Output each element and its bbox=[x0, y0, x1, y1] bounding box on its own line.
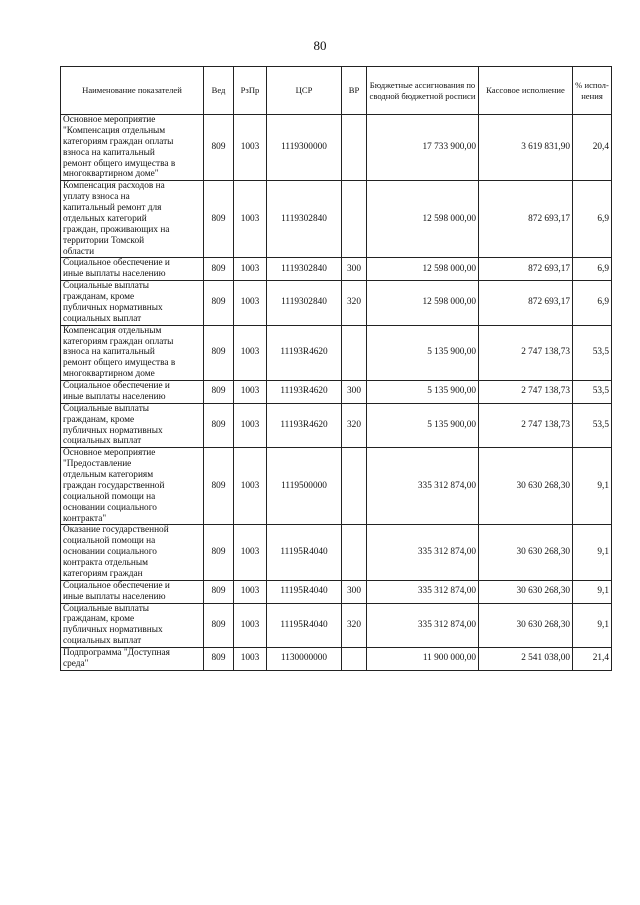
table-row bbox=[61, 603, 612, 648]
percent-cell: 6,9 bbox=[573, 281, 612, 326]
cash-execution-cell: 2 747 138,73 bbox=[479, 403, 573, 448]
header-vr: ВР bbox=[342, 67, 367, 115]
cash-execution-cell: 2 747 138,73 bbox=[479, 381, 573, 404]
table-row bbox=[61, 181, 612, 258]
cash-execution-cell: 3 619 831,90 bbox=[479, 115, 573, 181]
csr-cell: 11195R4040 bbox=[267, 580, 342, 603]
percent-cell: 6,9 bbox=[573, 181, 612, 258]
ved-cell: 809 bbox=[204, 448, 234, 525]
percent-cell: 9,1 bbox=[573, 603, 612, 648]
cash-execution-cell: 30 630 268,30 bbox=[479, 448, 573, 525]
assignments-cell: 12 598 000,00 bbox=[367, 258, 479, 281]
ved-cell: 809 bbox=[204, 115, 234, 181]
rzpr-cell: 1003 bbox=[234, 525, 267, 580]
assignments-cell: 12 598 000,00 bbox=[367, 281, 479, 326]
csr-cell: 1119302840 bbox=[267, 181, 342, 258]
row-name-cell: Основное мероприятие "Компенсация отдельным категориям граждан оплаты взноса на капитальный ремонт общего имущества в многоквартирном доме" bbox=[61, 115, 204, 181]
vr-cell: 320 bbox=[342, 281, 367, 326]
vr-cell: 320 bbox=[342, 403, 367, 448]
vr-cell bbox=[342, 525, 367, 580]
row-name-cell: Компенсация расходов на уплату взноса на капитальный ремонт для отдельных категорий граждан, проживающих на территории Томской области bbox=[61, 181, 204, 258]
ved-cell: 809 bbox=[204, 281, 234, 326]
page-number: 80 bbox=[313, 38, 327, 53]
vr-cell: 300 bbox=[342, 580, 367, 603]
header-cash-execution: Кассовое исполнение bbox=[479, 67, 573, 115]
assignments-cell: 335 312 874,00 bbox=[367, 448, 479, 525]
ved-cell: 809 bbox=[204, 580, 234, 603]
rzpr-cell: 1003 bbox=[234, 258, 267, 281]
vr-cell: 320 bbox=[342, 603, 367, 648]
row-name-cell: Оказание государственной социальной помощи на основании социального контракта отдельным категориям граждан bbox=[61, 525, 204, 580]
rzpr-cell: 1003 bbox=[234, 580, 267, 603]
vr-cell bbox=[342, 181, 367, 258]
rzpr-cell: 1003 bbox=[234, 281, 267, 326]
table-row bbox=[61, 648, 612, 671]
percent-cell: 53,5 bbox=[573, 325, 612, 380]
rzpr-cell: 1003 bbox=[234, 403, 267, 448]
assignments-cell: 335 312 874,00 bbox=[367, 603, 479, 648]
table-row bbox=[61, 115, 612, 181]
csr-cell: 1130000000 bbox=[267, 648, 342, 671]
table-row bbox=[61, 325, 612, 380]
table-row bbox=[61, 403, 612, 448]
rzpr-cell: 1003 bbox=[234, 648, 267, 671]
percent-cell: 53,5 bbox=[573, 381, 612, 404]
rzpr-cell: 1003 bbox=[234, 115, 267, 181]
row-name-cell: Подпрограмма "Доступная среда" bbox=[61, 648, 204, 671]
assignments-cell: 17 733 900,00 bbox=[367, 115, 479, 181]
table-header-row bbox=[61, 67, 612, 115]
assignments-cell: 11 900 000,00 bbox=[367, 648, 479, 671]
table-row bbox=[61, 258, 612, 281]
vr-cell: 300 bbox=[342, 381, 367, 404]
csr-cell: 11193R4620 bbox=[267, 381, 342, 404]
cash-execution-cell: 872 693,17 bbox=[479, 258, 573, 281]
vr-cell: 300 bbox=[342, 258, 367, 281]
rzpr-cell: 1003 bbox=[234, 181, 267, 258]
assignments-cell: 335 312 874,00 bbox=[367, 580, 479, 603]
row-name-cell: Основное мероприятие "Предоставление отдельным категориям граждан государственной социальной помощи на основании социального контракта" bbox=[61, 448, 204, 525]
table-row bbox=[61, 448, 612, 525]
row-name-cell: Социальное обеспечение и иные выплаты населению bbox=[61, 381, 204, 404]
cash-execution-cell: 2 541 038,00 bbox=[479, 648, 573, 671]
csr-cell: 1119300000 bbox=[267, 115, 342, 181]
row-name-cell: Социальные выплаты гражданам, кроме публичных нормативных социальных выплат bbox=[61, 603, 204, 648]
percent-cell: 20,4 bbox=[573, 115, 612, 181]
ved-cell: 809 bbox=[204, 325, 234, 380]
rzpr-cell: 1003 bbox=[234, 448, 267, 525]
cash-execution-cell: 30 630 268,30 bbox=[479, 603, 573, 648]
header-rzpr: РзПр bbox=[234, 67, 267, 115]
cash-execution-cell: 30 630 268,30 bbox=[479, 525, 573, 580]
vr-cell bbox=[342, 648, 367, 671]
ved-cell: 809 bbox=[204, 403, 234, 448]
row-name-cell: Социальное обеспечение и иные выплаты населению bbox=[61, 258, 204, 281]
assignments-cell: 335 312 874,00 bbox=[367, 525, 479, 580]
csr-cell: 1119302840 bbox=[267, 258, 342, 281]
cash-execution-cell: 2 747 138,73 bbox=[479, 325, 573, 380]
vr-cell bbox=[342, 115, 367, 181]
ved-cell: 809 bbox=[204, 181, 234, 258]
row-name-cell: Компенсация отдельным категориям граждан оплаты взноса на капитальный ремонт общего имущества в многоквартирном доме bbox=[61, 325, 204, 380]
csr-cell: 11193R4620 bbox=[267, 325, 342, 380]
ved-cell: 809 bbox=[204, 648, 234, 671]
rzpr-cell: 1003 bbox=[234, 603, 267, 648]
csr-cell: 11195R4040 bbox=[267, 525, 342, 580]
percent-cell: 9,1 bbox=[573, 580, 612, 603]
rzpr-cell: 1003 bbox=[234, 381, 267, 404]
percent-cell: 21,4 bbox=[573, 648, 612, 671]
csr-cell: 11193R4620 bbox=[267, 403, 342, 448]
budget-execution-table bbox=[60, 66, 612, 671]
percent-cell: 6,9 bbox=[573, 258, 612, 281]
row-name-cell: Социальные выплаты гражданам, кроме публичных нормативных социальных выплат bbox=[61, 403, 204, 448]
percent-cell: 53,5 bbox=[573, 403, 612, 448]
header-percent: % испол-нения bbox=[573, 67, 612, 115]
csr-cell: 1119302840 bbox=[267, 281, 342, 326]
ved-cell: 809 bbox=[204, 525, 234, 580]
assignments-cell: 5 135 900,00 bbox=[367, 325, 479, 380]
table-row bbox=[61, 281, 612, 326]
assignments-cell: 12 598 000,00 bbox=[367, 181, 479, 258]
ved-cell: 809 bbox=[204, 381, 234, 404]
percent-cell: 9,1 bbox=[573, 448, 612, 525]
vr-cell bbox=[342, 325, 367, 380]
table-row bbox=[61, 381, 612, 404]
assignments-cell: 5 135 900,00 bbox=[367, 403, 479, 448]
cash-execution-cell: 872 693,17 bbox=[479, 281, 573, 326]
table-row bbox=[61, 580, 612, 603]
csr-cell: 1119500000 bbox=[267, 448, 342, 525]
header-assignments: Бюджетные ассигнования по сводной бюджетной росписи bbox=[367, 67, 479, 115]
assignments-cell: 5 135 900,00 bbox=[367, 381, 479, 404]
ved-cell: 809 bbox=[204, 258, 234, 281]
percent-cell: 9,1 bbox=[573, 525, 612, 580]
cash-execution-cell: 872 693,17 bbox=[479, 181, 573, 258]
header-name: Наименование показателей bbox=[61, 67, 204, 115]
header-csr: ЦСР bbox=[267, 67, 342, 115]
cash-execution-cell: 30 630 268,30 bbox=[479, 580, 573, 603]
row-name-cell: Социальное обеспечение и иные выплаты населению bbox=[61, 580, 204, 603]
table-row bbox=[61, 525, 612, 580]
header-ved: Вед bbox=[204, 67, 234, 115]
ved-cell: 809 bbox=[204, 603, 234, 648]
vr-cell bbox=[342, 448, 367, 525]
rzpr-cell: 1003 bbox=[234, 325, 267, 380]
row-name-cell: Социальные выплаты гражданам, кроме публичных нормативных социальных выплат bbox=[61, 281, 204, 326]
csr-cell: 11195R4040 bbox=[267, 603, 342, 648]
